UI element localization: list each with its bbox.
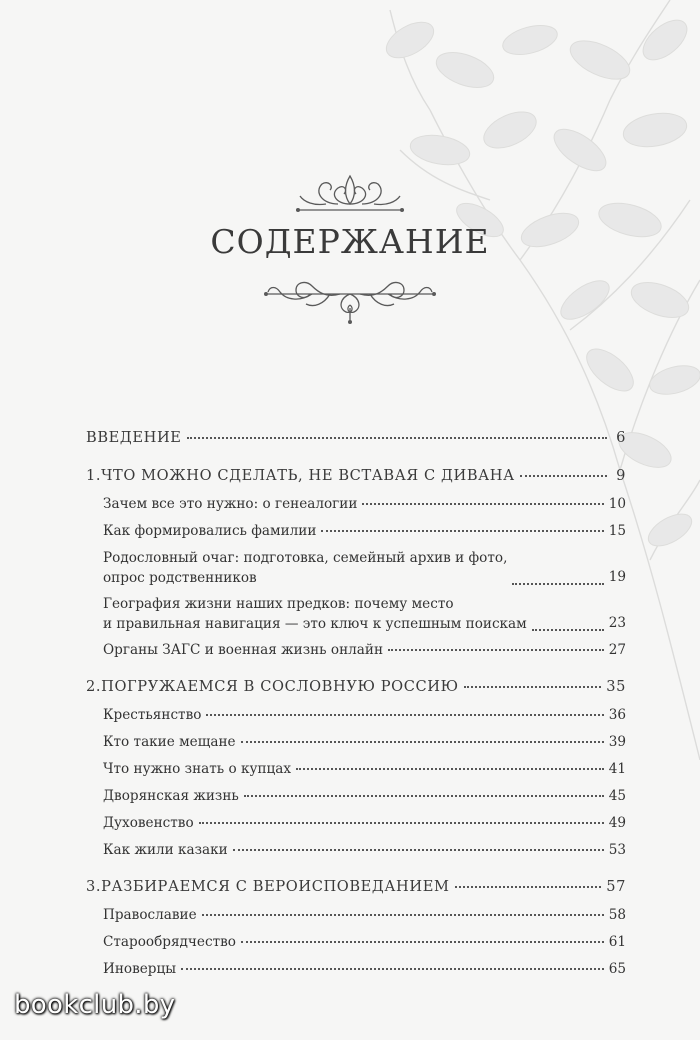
toc-entry-title: 2.ПОГРУЖАЕМСЯ В СОСЛОВНУЮ РОССИЮ: [86, 678, 459, 695]
toc-entry-title: Крестьянство: [103, 707, 202, 723]
dot-leader: [241, 741, 604, 743]
toc-entry-title-line2: и правильная навигация — это ключ к успешным поискам: [103, 616, 527, 632]
toc-subentry[interactable]: [86, 840, 626, 861]
toc-intro-section: [86, 426, 626, 450]
toc-page-number: 27: [608, 642, 626, 658]
toc-entry-title: Православие: [103, 907, 197, 923]
dot-leader: [244, 795, 604, 797]
toc-entry-title: [103, 548, 507, 588]
toc-page-number: 9: [616, 467, 626, 484]
toc-page-number: 35: [606, 678, 626, 695]
toc-page-number: 57: [606, 878, 626, 895]
dot-leader: [181, 968, 604, 970]
dot-leader: [199, 822, 604, 824]
toc-subentry[interactable]: [86, 813, 626, 834]
toc-subentry[interactable]: [86, 932, 626, 953]
toc-subentry[interactable]: [86, 705, 626, 726]
toc-entry-title: Зачем все это нужно: о генеалогии: [103, 496, 358, 512]
toc-page-number: 45: [608, 788, 626, 804]
toc-page-number: 36: [608, 707, 626, 723]
toc-entry-title-line1: Родословный очаг: подготовка, семейный архив и фото,: [103, 550, 508, 566]
toc-page-number: 6: [616, 429, 626, 446]
dot-leader: [206, 714, 603, 716]
toc-subentry[interactable]: [86, 732, 626, 753]
toc-entry-title: 3.РАЗБИРАЕМСЯ С ВЕРОИСПОВЕДАНИЕМ: [86, 878, 450, 895]
toc-page-number: 49: [608, 815, 626, 831]
toc-chapter-2: [86, 675, 626, 861]
toc-chapter-1: [86, 464, 626, 661]
toc-entry-title: ВВЕДЕНИЕ: [86, 429, 182, 446]
toc-subentry[interactable]: [86, 548, 626, 588]
toc-page-number: 15: [608, 523, 626, 539]
toc-entry-intro[interactable]: [86, 426, 626, 450]
toc-entry-title: Иноверцы: [103, 961, 177, 977]
dot-leader: [512, 583, 603, 585]
toc-entry-title: [103, 594, 527, 634]
dot-leader: [202, 914, 604, 916]
dot-leader: [464, 686, 602, 688]
toc-subsection-list: [86, 705, 626, 861]
toc-entry-title: Органы ЗАГС и военная жизнь онлайн: [103, 642, 384, 658]
dot-leader: [296, 768, 604, 770]
toc-chapter-heading[interactable]: [86, 875, 626, 899]
toc-chapter-3: [86, 875, 626, 980]
toc-entry-title: Кто такие мещане: [103, 734, 236, 750]
toc-subsection-list: [86, 905, 626, 980]
toc-chapter-heading[interactable]: [86, 675, 626, 699]
toc-chapter-heading[interactable]: [86, 464, 626, 488]
toc-page-number: 23: [608, 615, 626, 631]
table-of-contents: [86, 426, 626, 994]
toc-page-number: 19: [608, 569, 626, 585]
toc-page-number: 39: [608, 734, 626, 750]
dot-leader: [187, 437, 607, 439]
toc-subentry[interactable]: [86, 521, 626, 542]
dot-leader: [455, 886, 602, 888]
toc-page-number: 65: [608, 961, 626, 977]
toc-subentry[interactable]: [86, 905, 626, 926]
dot-leader: [532, 629, 604, 631]
toc-subentry[interactable]: [86, 786, 626, 807]
toc-page-number: 61: [608, 934, 626, 950]
watermark-text: bookclub.by: [14, 990, 176, 1020]
dot-leader: [241, 941, 604, 943]
toc-page-number: 10: [608, 496, 626, 512]
toc-entry-title-line2: опрос родственников: [103, 570, 257, 586]
bottom-ornament: [0, 268, 700, 338]
toc-entry-title: 1.ЧТО МОЖНО СДЕЛАТЬ, НЕ ВСТАВАЯ С ДИВАНА: [86, 467, 515, 484]
toc-entry-title: Что нужно знать о купцах: [103, 761, 292, 777]
toc-subentry[interactable]: [86, 640, 626, 661]
toc-page-number: 58: [608, 907, 626, 923]
toc-entry-title: Духовенство: [103, 815, 194, 831]
toc-entry-title: Старообрядчество: [103, 934, 236, 950]
dot-leader: [388, 649, 604, 651]
toc-subentry[interactable]: [86, 494, 626, 515]
toc-entry-title: Как жили казаки: [103, 842, 228, 858]
toc-subentry[interactable]: [86, 759, 626, 780]
toc-subentry[interactable]: [86, 594, 626, 634]
toc-entry-title-line1: География жизни наших предков: почему место: [103, 596, 454, 612]
toc-entry-title: Дворянская жизнь: [103, 788, 239, 804]
toc-subsection-list: [86, 494, 626, 661]
toc-page-number: 41: [608, 761, 626, 777]
toc-page-number: 53: [608, 842, 626, 858]
toc-subentry[interactable]: [86, 959, 626, 980]
toc-entry-title: Как формировались фамилии: [103, 523, 317, 539]
dot-leader: [520, 475, 607, 477]
dot-leader: [362, 503, 603, 505]
dot-leader: [321, 530, 603, 532]
page-title: СОДЕРЖАНИЕ: [210, 222, 490, 261]
dot-leader: [233, 849, 604, 851]
